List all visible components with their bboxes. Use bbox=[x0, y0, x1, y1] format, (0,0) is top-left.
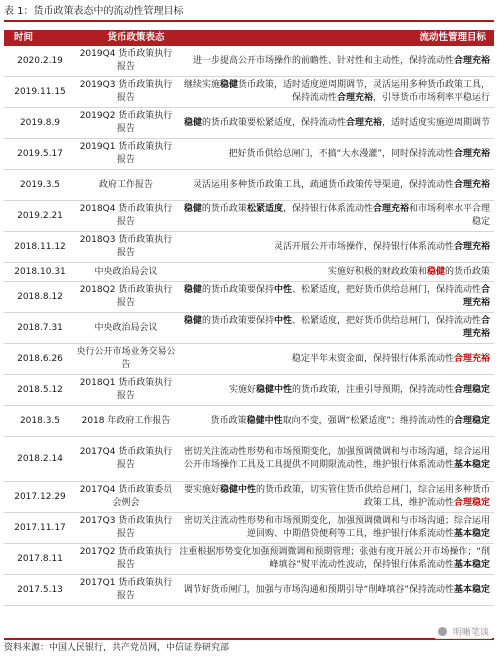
row-goal bbox=[176, 544, 490, 574]
emphasis-text: 稳健 bbox=[183, 316, 202, 326]
table-row bbox=[4, 482, 494, 513]
goal-text: 继续实施 bbox=[183, 80, 220, 90]
row-date: 2018.11.12 bbox=[14, 241, 66, 252]
emphasis-text: 稳健 bbox=[219, 80, 238, 90]
table-row bbox=[4, 313, 494, 344]
row-date: 2018.3.5 bbox=[19, 415, 61, 426]
goal-text: 的货币政策，切实管住货币供给总闸门，综合运用多种货币政策工具，维护流动性 bbox=[255, 485, 490, 508]
row-date: 2019.2.21 bbox=[17, 210, 63, 221]
table-row bbox=[4, 263, 494, 282]
emphasis-text: 合理充裕 bbox=[453, 148, 490, 159]
row-goal bbox=[176, 344, 490, 374]
goal-text: ，保持银行体系流动性 bbox=[282, 204, 373, 214]
emphasis-text: 合理稳定 bbox=[453, 498, 490, 508]
emphasis-text: 合理充裕 bbox=[462, 316, 490, 339]
goal-text: 密切关注流动性形势和市场预期变化，加强预调微调和与市场沟通；综合运用逆回购、中期借贷便利等工具，维护银行体系流动性 bbox=[183, 516, 490, 539]
row-document: 中央政治局会议 bbox=[94, 322, 158, 333]
row-goal bbox=[176, 46, 490, 76]
table-row bbox=[4, 375, 494, 406]
header-date: 时间 bbox=[14, 32, 34, 43]
goal-text: 实施好 bbox=[228, 384, 256, 395]
table-row bbox=[4, 170, 494, 201]
table-caption: 表 1：货币政策表态中的流动性管理目标 bbox=[4, 4, 494, 22]
row-date: 2018.6.26 bbox=[17, 353, 63, 364]
row-goal bbox=[176, 263, 490, 281]
emphasis-text: 稳健中性 bbox=[219, 485, 256, 495]
goal-text: 的货币政策，注重引导预期，保持流动性 bbox=[291, 384, 454, 395]
row-date: 2020.2.19 bbox=[17, 55, 63, 66]
table-row bbox=[4, 406, 494, 437]
goal-text: 调节好货币闸门，加强与市场沟通和预期引导“削峰填谷”保持流动性 bbox=[183, 584, 454, 595]
emphasis-text: 松紧适度 bbox=[246, 204, 283, 214]
row-goal bbox=[176, 375, 490, 405]
emphasis-text: 稳健 bbox=[183, 285, 202, 295]
goal-text: 注重根据形势变化加强预调微调和预期管理；张弛有度开展公开市场操作；“削峰填谷”熨平流动性波动，保持银行体系流动性 bbox=[179, 547, 490, 570]
goal-text: 灵活开展公开市场操作，保持银行体系流动性 bbox=[273, 241, 454, 252]
goal-text: 稳定半年末资金面，保持银行体系流动性 bbox=[291, 353, 454, 364]
goal-text: 要实施好 bbox=[183, 485, 220, 495]
row-goal bbox=[176, 406, 490, 436]
emphasis-text: 合理充裕 bbox=[453, 55, 490, 66]
row-document: 政府工作报告 bbox=[98, 179, 153, 190]
table-row bbox=[4, 139, 494, 170]
goal-text: 和市场利率水平合理稳定 bbox=[408, 204, 490, 227]
table-row bbox=[4, 437, 494, 482]
goal-text: ，引导货币市场利率平稳运行 bbox=[372, 93, 490, 103]
row-goal bbox=[176, 575, 490, 605]
goal-text: 的货币政策 bbox=[444, 266, 490, 277]
row-document: 2017Q3 货币政策执行报告 bbox=[79, 516, 173, 539]
goal-text: ，适时适度实施逆周期调节 bbox=[381, 117, 490, 128]
emphasis-text: 合理充裕 bbox=[453, 353, 490, 364]
table-header bbox=[4, 30, 494, 46]
emphasis-text: 合理充裕 bbox=[336, 93, 373, 103]
emphasis-text: 合理充裕 bbox=[462, 285, 490, 308]
goal-text: 密切关注流动性形势和市场预期变化，加强预调微调和与市场沟通，综合运用公开市场操作工具及工具提供不同期限流动性，维护银行体系流动性 bbox=[183, 447, 490, 470]
header-goal: 流动性管理目标 bbox=[419, 32, 486, 43]
row-date: 2017.5.13 bbox=[17, 584, 63, 595]
table-row bbox=[4, 513, 494, 544]
emphasis-text: 合理充裕 bbox=[345, 117, 382, 128]
row-document: 2018Q2 货币政策执行报告 bbox=[79, 285, 173, 308]
emphasis-text: 中性 bbox=[273, 285, 292, 295]
goal-text: 灵活运用多种货币政策工具，疏通货币政策传导渠道，保持流动性 bbox=[192, 179, 454, 190]
row-date: 2019.8.9 bbox=[19, 117, 61, 128]
row-goal bbox=[176, 139, 490, 169]
row-date: 2018.8.12 bbox=[17, 291, 63, 302]
emphasis-text: 基本稳定 bbox=[453, 460, 490, 470]
emphasis-text: 稳健 bbox=[183, 117, 202, 128]
emphasis-text: 合理充裕 bbox=[453, 241, 490, 252]
goal-text: 把好货币供给总闸门，不搞“大水漫灌”，同时保持流动性 bbox=[228, 148, 454, 159]
emphasis-text: 中性 bbox=[273, 316, 292, 326]
row-date: 2017.11.17 bbox=[14, 522, 66, 533]
table-row bbox=[4, 232, 494, 263]
row-goal bbox=[176, 201, 490, 231]
table-row bbox=[4, 46, 494, 77]
source-note: 资料来源：中国人民银行，共产党员网，中信证券研究部 bbox=[4, 638, 494, 656]
row-document: 2019Q3 货币政策执行报告 bbox=[79, 80, 173, 103]
emphasis-text: 稳健 bbox=[426, 266, 445, 277]
emphasis-text: 合理稳定 bbox=[453, 384, 490, 395]
row-document: 2018Q1 货币政策执行报告 bbox=[79, 378, 173, 401]
row-document: 2017Q4 货币政策委员会例会 bbox=[79, 485, 173, 508]
row-document: 2019Q1 货币政策执行报告 bbox=[79, 142, 173, 165]
table-row bbox=[4, 344, 494, 375]
row-document: 2017Q4 货币政策执行报告 bbox=[79, 447, 173, 470]
table-row bbox=[4, 282, 494, 313]
row-document: 中央政治局会议 bbox=[94, 266, 158, 277]
row-document: 2018Q4 货币政策执行报告 bbox=[79, 204, 173, 227]
header-doc: 货币政策表态 bbox=[107, 32, 165, 43]
row-date: 2019.3.5 bbox=[19, 179, 61, 190]
row-date: 2018.2.14 bbox=[17, 453, 63, 464]
row-document: 2018 年政府工作报告 bbox=[81, 415, 171, 426]
emphasis-text: 基本稳定 bbox=[453, 560, 490, 570]
row-document: 2017Q2 货币政策执行报告 bbox=[79, 547, 173, 570]
emphasis-text: 合理充裕 bbox=[372, 204, 409, 214]
row-goal bbox=[176, 513, 490, 543]
goal-text: 进一步提高公开市场操作的前瞻性、针对性和主动性，保持流动性 bbox=[192, 55, 454, 66]
goal-text: 、松紧适度，把好货币供给总闸门，保持流动性 bbox=[291, 316, 481, 326]
row-goal bbox=[176, 108, 490, 138]
goal-text: 的货币政策 bbox=[201, 204, 247, 214]
wechat-logo-icon bbox=[438, 627, 447, 636]
row-goal bbox=[176, 482, 490, 512]
row-date: 2019.5.17 bbox=[17, 148, 63, 159]
table-row bbox=[4, 108, 494, 139]
row-date: 2017.8.11 bbox=[17, 553, 63, 564]
emphasis-text: 稳健 bbox=[183, 204, 202, 214]
row-document: 2019Q4 货币政策执行报告 bbox=[79, 49, 173, 72]
goal-text: 货币政策，适时适度逆周期调节，灵活运用多种货币政策工具，保持流动性 bbox=[237, 80, 490, 103]
goal-text: 的货币政策要保持 bbox=[201, 316, 274, 326]
row-document: 2019Q2 货币政策执行报告 bbox=[79, 111, 173, 134]
row-goal bbox=[176, 232, 490, 262]
emphasis-text: 合理稳定 bbox=[453, 415, 490, 426]
emphasis-text: 稳健中性 bbox=[255, 384, 292, 395]
watermark-text: 明晰笔谈 bbox=[452, 628, 489, 638]
goal-text: 的货币政策要保持 bbox=[201, 285, 274, 295]
emphasis-text: 合理充裕 bbox=[453, 179, 490, 190]
row-date: 2018.5.12 bbox=[17, 384, 63, 395]
row-goal bbox=[176, 282, 490, 312]
row-date: 2019.11.15 bbox=[14, 86, 66, 97]
row-date: 2017.12.29 bbox=[14, 491, 66, 502]
table-row bbox=[4, 77, 494, 108]
row-goal bbox=[176, 77, 490, 107]
goal-text: 货币政策 bbox=[210, 415, 247, 426]
row-goal bbox=[176, 170, 490, 200]
row-goal bbox=[176, 437, 490, 481]
table-body bbox=[4, 46, 494, 606]
goal-text: 实施好积极的财政政策和 bbox=[327, 266, 427, 277]
row-goal bbox=[176, 313, 490, 343]
row-document: 2017Q1 货币政策执行报告 bbox=[79, 578, 173, 601]
watermark bbox=[435, 624, 492, 639]
emphasis-text: 稳健中性 bbox=[246, 415, 283, 426]
goal-text: 、松紧适度，把好货币供给总闸门，保持流动性 bbox=[291, 285, 481, 295]
emphasis-text: 基本稳定 bbox=[453, 529, 490, 539]
table-row bbox=[4, 575, 494, 606]
row-date: 2018.7.31 bbox=[17, 322, 63, 333]
row-document: 2018Q3 货币政策执行报告 bbox=[79, 235, 173, 258]
table-row bbox=[4, 201, 494, 232]
emphasis-text: 基本稳定 bbox=[453, 584, 490, 595]
row-date: 2018.10.31 bbox=[14, 266, 66, 277]
row-document: 央行公开市场业务交易公告 bbox=[76, 347, 176, 370]
goal-text: 的货币政策要松紧适度，保持流动性 bbox=[201, 117, 346, 128]
goal-text: 取向不变，强调“松紧适度”；维持流动性的 bbox=[282, 415, 454, 426]
table-row bbox=[4, 544, 494, 575]
